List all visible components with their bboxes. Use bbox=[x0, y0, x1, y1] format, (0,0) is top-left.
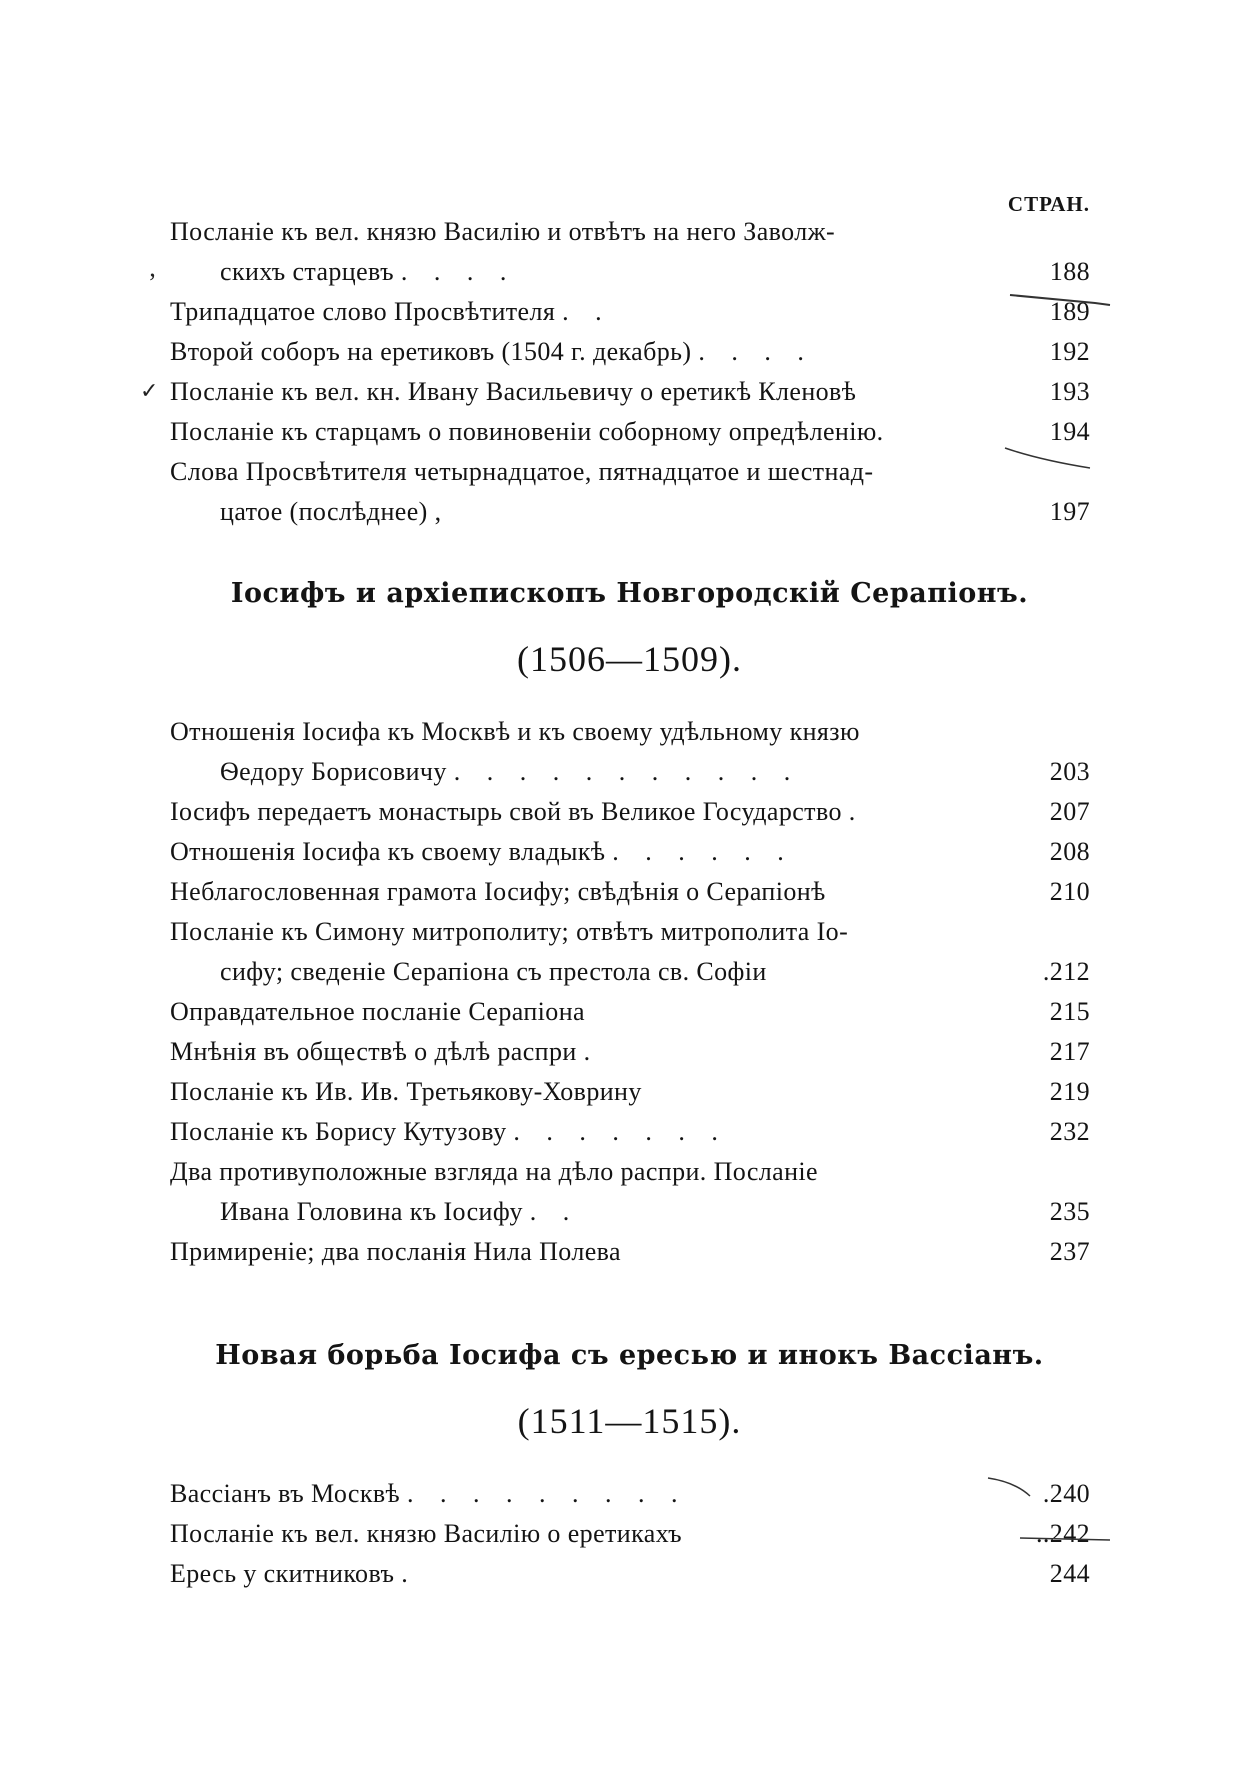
toc-entry-text: Мнѣнія въ обществѣ о дѣлѣ распри bbox=[170, 1037, 577, 1066]
toc-entry-text: Посланіе къ старцамъ о повиновеніи соборному опредѣленію. bbox=[170, 417, 884, 446]
toc-entry bbox=[170, 1032, 1090, 1072]
toc-entry-title-line bbox=[170, 952, 1090, 992]
toc-entry-text: Вассіанъ въ Москвѣ bbox=[170, 1479, 401, 1508]
toc-entry-text: Неблагословенная грамота Іосифу; свѣдѣнія о Серапіонѣ bbox=[170, 877, 826, 906]
toc-entry-title-line bbox=[170, 1192, 1090, 1232]
toc-entry-text: сифу; сведеніе Серапіона съ престола св. Софіи bbox=[220, 957, 767, 986]
dot-leader: . bbox=[848, 797, 866, 826]
toc-entry-title-line bbox=[170, 712, 1090, 752]
toc-entry-title-line bbox=[170, 1514, 1090, 1554]
toc-entry-text: Іосифъ передаетъ монастырь свой въ Великое Государство bbox=[170, 797, 842, 826]
toc-entry-text: Два противуположные взгляда на дѣло распри. Посланіе bbox=[170, 1157, 818, 1186]
toc-entry bbox=[170, 1554, 1090, 1594]
toc-section-3 bbox=[170, 1474, 1090, 1594]
toc-entry-text: Ѳедору Борисовичу bbox=[220, 757, 447, 786]
toc-entry-text: Посланіе къ Ив. Ив. Третьякову-Ховрину bbox=[170, 1077, 642, 1106]
toc-entry-text: Посланіе къ вел. князю Василію о еретикахъ bbox=[170, 1519, 682, 1548]
toc-entry bbox=[170, 1152, 1090, 1232]
toc-entry-text: Посланіе къ вел. князю Василію и отвѣтъ на него Заволж- bbox=[170, 217, 836, 246]
toc-page-number: 232 bbox=[1049, 1117, 1090, 1146]
toc-page-number: .212 bbox=[1042, 957, 1090, 986]
section-3-heading: Новая борьба Іосифа съ ересью и инокъ Вассіанъ. bbox=[215, 1340, 1044, 1371]
toc-page-number: 197 bbox=[1049, 497, 1090, 526]
toc-entry-text: Отношенія Іосифа къ Москвѣ и къ своему удѣльному князю bbox=[170, 717, 860, 746]
dot-leader: . . . . . . bbox=[612, 837, 794, 866]
section-3-years: (1511—1515). bbox=[517, 1401, 742, 1441]
toc-entry-title-line bbox=[170, 832, 1090, 872]
toc-entry bbox=[170, 1072, 1090, 1112]
toc-page-number: ..242 bbox=[1036, 1519, 1090, 1548]
toc-entry bbox=[170, 212, 1090, 292]
toc-entry-title-line bbox=[170, 1112, 1090, 1152]
toc-page-number: 235 bbox=[1049, 1197, 1090, 1226]
toc-entry-title-line bbox=[170, 1474, 1090, 1514]
toc-entry-text: Посланіе къ вел. кн. Ивану Васильевичу о еретикѣ Кленовѣ bbox=[170, 377, 857, 406]
toc-page-number: 194 bbox=[1049, 417, 1090, 446]
toc-page-number: 217 bbox=[1049, 1037, 1090, 1066]
toc-entry-title-line bbox=[170, 212, 1090, 252]
toc-entry-text: цатое (послѣднее) bbox=[220, 497, 428, 526]
toc-section-1 bbox=[170, 212, 1090, 532]
toc-entry bbox=[170, 832, 1090, 872]
toc-entry bbox=[170, 992, 1090, 1032]
toc-entry bbox=[170, 292, 1090, 332]
toc-entry-title-line bbox=[170, 872, 1090, 912]
page-column-label: СТРАН. bbox=[1007, 192, 1090, 216]
toc-entry bbox=[170, 1232, 1090, 1272]
toc-page-number: 189 bbox=[1049, 297, 1090, 326]
toc-entry bbox=[170, 1474, 1090, 1514]
toc-entry-title-line bbox=[170, 1232, 1090, 1272]
toc-entry-title-line bbox=[170, 792, 1090, 832]
dot-leader: . . . . bbox=[698, 337, 814, 366]
dot-leader: , bbox=[434, 497, 452, 526]
toc-page-number: 203 bbox=[1049, 757, 1090, 786]
toc-page-number: 244 bbox=[1049, 1559, 1090, 1588]
toc-page-number: 193 bbox=[1049, 377, 1090, 406]
toc-entry-title-line bbox=[170, 1554, 1090, 1594]
toc-entry-text: Ивана Головина къ Іосифу bbox=[220, 1197, 523, 1226]
toc-entry-text: скихъ старцевъ bbox=[220, 257, 394, 286]
toc-page-number: 215 bbox=[1049, 997, 1090, 1026]
dot-leader: . . bbox=[562, 297, 612, 326]
toc-entry-text: Оправдательное посланіе Серапіона bbox=[170, 997, 585, 1026]
dot-leader: . bbox=[583, 1037, 601, 1066]
dot-leader: . . . . . . . . . . . bbox=[453, 757, 801, 786]
toc-entry-text: Второй соборъ на еретиковъ (1504 г. декабрь) bbox=[170, 337, 692, 366]
toc-entry bbox=[170, 412, 1090, 452]
toc-entry-text: Отношенія Іосифа къ своему владыкѣ bbox=[170, 837, 606, 866]
toc-entry-title-line bbox=[170, 372, 1090, 412]
toc-section-2 bbox=[170, 712, 1090, 1272]
section-2-years: (1506—1509). bbox=[517, 639, 742, 679]
toc-entry bbox=[170, 912, 1090, 992]
toc-entry-title-line bbox=[170, 752, 1090, 792]
toc-entry-text: Слова Просвѣтителя четырнадцатое, пятнадцатое и шестнад- bbox=[170, 457, 874, 486]
toc-page-number: 192 bbox=[1049, 337, 1090, 366]
section-2-heading: Іосифъ и архіепископъ Новгородскій Серапіонъ. bbox=[230, 578, 1029, 609]
dot-leader: . . . . bbox=[400, 257, 517, 286]
margin-check-mark: ✓ bbox=[140, 378, 159, 403]
toc-entry-title-line bbox=[170, 1152, 1090, 1192]
toc-page-number: 207 bbox=[1049, 797, 1090, 826]
toc-entry bbox=[170, 792, 1090, 832]
toc-entry bbox=[170, 872, 1090, 912]
toc-entry bbox=[170, 1112, 1090, 1152]
toc-entry-title-line bbox=[170, 912, 1090, 952]
toc-page-number: 208 bbox=[1049, 837, 1090, 866]
toc-entry bbox=[170, 1514, 1090, 1554]
toc-entry-title-line bbox=[170, 992, 1090, 1032]
toc-entry bbox=[170, 452, 1090, 532]
toc-entry-text: Ересь у скитниковъ bbox=[170, 1559, 395, 1588]
margin-tick-mark: ʼ bbox=[148, 268, 157, 297]
toc-entry-title-line bbox=[170, 1032, 1090, 1072]
toc-entry bbox=[170, 712, 1090, 792]
toc-entry-title-line bbox=[170, 1072, 1090, 1112]
toc-page-number: 237 bbox=[1049, 1237, 1090, 1266]
dot-leader: . . . . . . . . . bbox=[406, 1479, 688, 1508]
toc-entry bbox=[170, 372, 1090, 412]
toc-page-number: .240 bbox=[1042, 1479, 1090, 1508]
toc-entry-title-line bbox=[170, 412, 1090, 452]
toc-entry bbox=[170, 332, 1090, 372]
toc-entry-title-line bbox=[170, 452, 1090, 492]
toc-entry-text: Посланіе къ Симону митрополиту; отвѣтъ митрополита Іо- bbox=[170, 917, 849, 946]
dot-leader: . . bbox=[529, 1197, 580, 1226]
toc-entry-text: Посланіе къ Борису Кутузову bbox=[170, 1117, 507, 1146]
toc-entry-title-line bbox=[170, 332, 1090, 372]
dot-leader: . . . . . . . bbox=[513, 1117, 728, 1146]
toc-entry-text: Трипадцатое слово Просвѣтителя bbox=[170, 297, 556, 326]
toc-entry-title-line bbox=[170, 492, 1090, 532]
toc-page-number: 219 bbox=[1049, 1077, 1090, 1106]
dot-leader: . bbox=[401, 1559, 418, 1588]
toc-page-number: 210 bbox=[1049, 877, 1090, 906]
toc-entry-text: Примиреніе; два посланія Нила Полева bbox=[170, 1237, 621, 1266]
toc-page-number: 188 bbox=[1049, 257, 1090, 286]
toc-entry-title-line bbox=[170, 292, 1090, 332]
toc-entry-title-line bbox=[170, 252, 1090, 292]
